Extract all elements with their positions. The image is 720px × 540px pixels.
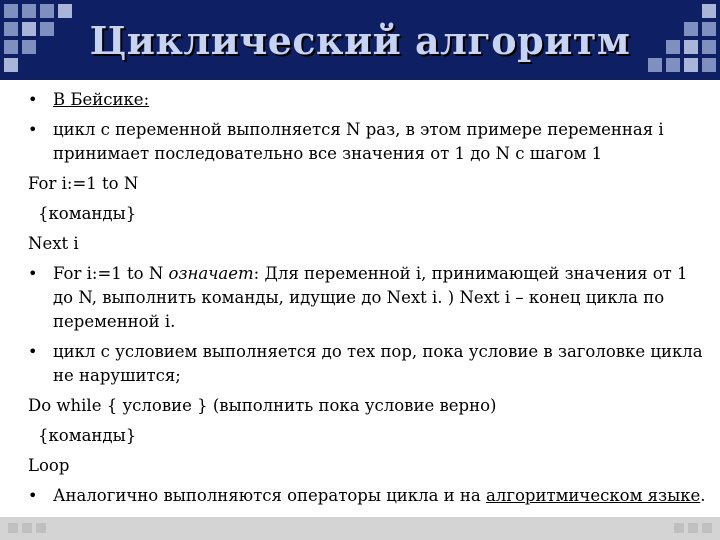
- bullet-text-emphasis: означает: [168, 264, 254, 283]
- decor-square: [58, 4, 72, 18]
- bullet-item: [28, 262, 708, 334]
- decor-square: [702, 523, 712, 533]
- code-line: For i:=1 to N: [28, 174, 139, 193]
- algorithmic-language-link[interactable]: алгоритмическом языке: [486, 486, 701, 505]
- bullet-marker: •: [28, 486, 38, 505]
- bullet-text: цикл с условием выполняется до тех пор, пока условие в заголовке цикла не нарушится;: [53, 342, 703, 385]
- decor-square: [40, 4, 54, 18]
- decor-square: [4, 4, 18, 18]
- decor-square: [674, 523, 684, 533]
- code-line: Do while { условие } (выполнить пока условие верно): [28, 396, 497, 415]
- bullet-marker: •: [28, 120, 38, 139]
- bullet-text-basic-heading: В Бейсике:: [53, 90, 150, 109]
- slide-body: [28, 88, 708, 508]
- decor-square: [702, 4, 716, 18]
- title-header-band: [0, 0, 720, 80]
- bullet-item: [28, 484, 708, 508]
- code-line: {команды}: [38, 426, 137, 445]
- bullet-item: [28, 118, 708, 166]
- code-line: Loop: [28, 456, 70, 475]
- decor-square: [22, 523, 32, 533]
- bullet-text: цикл с переменной выполняется N раз, в этом примере переменная i принимает последовательно все значения от 1 до N с шагом 1: [53, 120, 664, 163]
- footer-bar: [0, 517, 720, 540]
- decor-square: [22, 4, 36, 18]
- slide-title: Циклический алгоритм: [89, 18, 631, 63]
- bullet-item: [28, 88, 708, 112]
- bullet-text: Аналогично выполняются операторы цикла и на: [53, 486, 487, 505]
- bullet-text: For i:=1 to N: [53, 264, 169, 283]
- decor-square: [36, 523, 46, 533]
- bullet-marker: •: [28, 264, 38, 283]
- bullet-marker: •: [28, 342, 38, 361]
- decor-square: [8, 523, 18, 533]
- code-line: {команды}: [38, 204, 137, 223]
- code-line: Next i: [28, 234, 79, 253]
- decor-square: [688, 523, 698, 533]
- bullet-text: .: [700, 486, 706, 505]
- bullet-marker: •: [28, 90, 38, 109]
- bullet-text: : Для переменной i, принимающей значения от 1 до N, выполнить команды, идущие до Next i. ) Next i – конец цикла по переменной i.: [53, 264, 688, 331]
- bullet-item: [28, 340, 708, 388]
